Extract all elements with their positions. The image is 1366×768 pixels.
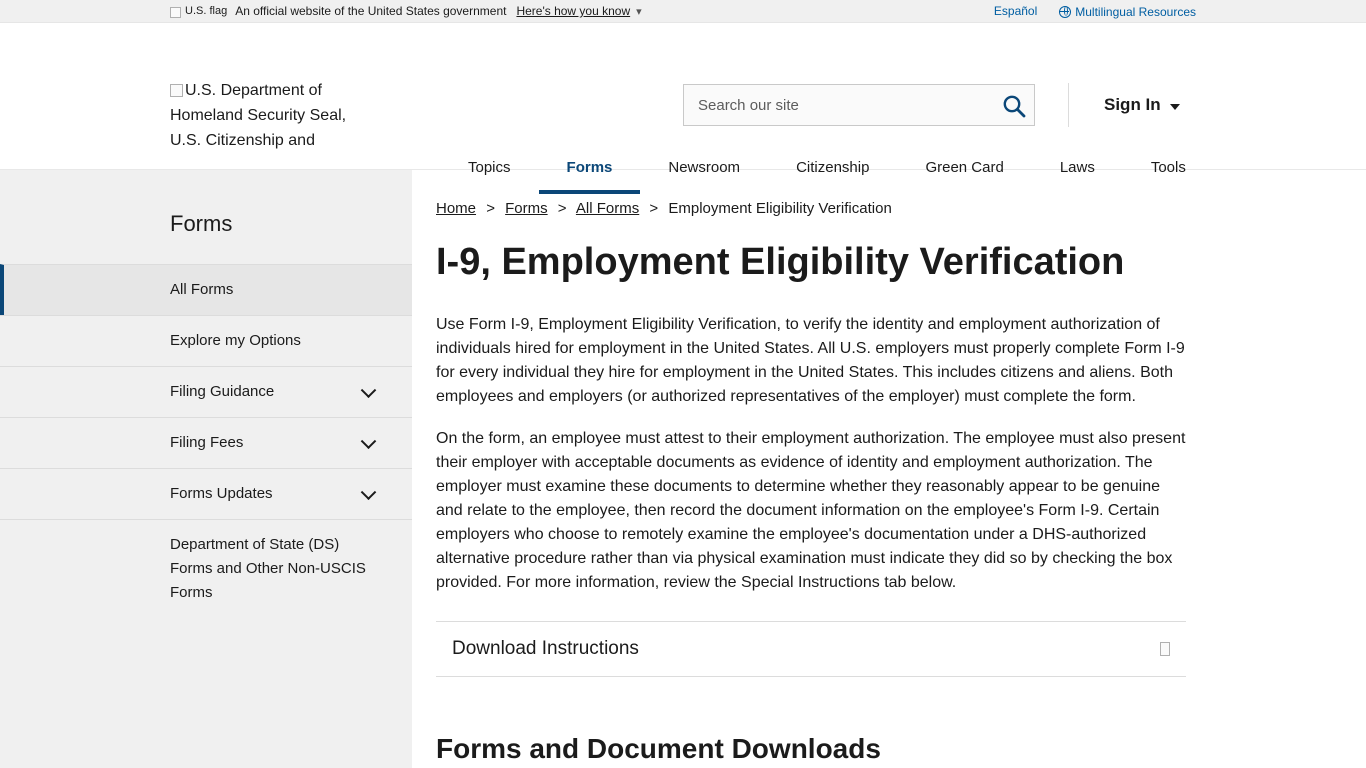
broken-image-icon xyxy=(170,84,183,97)
nav-item-newsroom[interactable]: Newsroom xyxy=(668,159,741,176)
chevron-down-icon xyxy=(1170,104,1180,110)
breadcrumb-separator: > xyxy=(557,200,567,217)
breadcrumb-current: Employment Eligibility Verification xyxy=(668,200,892,217)
chevron-down-icon[interactable] xyxy=(361,433,377,449)
search-button[interactable] xyxy=(1001,93,1027,119)
main-navigation xyxy=(440,151,1214,194)
chevron-down-icon[interactable] xyxy=(361,382,377,398)
dhs-uscis-logo[interactable] xyxy=(170,78,370,153)
page-title: I-9, Employment Eligibility Verification xyxy=(436,241,1125,283)
globe-icon xyxy=(1059,6,1071,18)
us-flag-icon xyxy=(170,5,227,17)
intro-paragraph-1: Use Form I-9, Employment Eligibility Verification, to verify the identity and employment authorization of individuals hired for employment in the United States. All U.S. employers must properly complete Form I-9 for every individual they hire for employment in the United States. This includes citizens and aliens. Both employees and employers (or authorized representatives of the employer) must complete the form. xyxy=(436,316,1185,405)
breadcrumb-separator: > xyxy=(486,200,495,217)
page-body xyxy=(0,170,1366,768)
sidebar-item-all-forms[interactable] xyxy=(0,264,412,315)
breadcrumb-separator: > xyxy=(649,200,659,217)
sidebar-item-label: Explore my Options xyxy=(170,332,301,349)
multilingual-resources-link[interactable] xyxy=(1059,4,1196,19)
forms-and-document-downloads-heading: Forms and Document Downloads xyxy=(436,733,881,764)
nav-item-tools[interactable]: Tools xyxy=(1150,159,1186,176)
breadcrumb xyxy=(436,200,1186,217)
heres-how-you-know-link[interactable]: Here's how you know xyxy=(516,4,631,18)
nav-item-citizenship[interactable]: Citizenship xyxy=(796,159,870,176)
search-icon xyxy=(1001,93,1027,119)
download-instructions-accordion[interactable] xyxy=(436,621,1186,677)
site-header xyxy=(0,23,1366,176)
sign-in-label: Sign In xyxy=(1104,95,1161,114)
site-search[interactable] xyxy=(683,84,1035,126)
breadcrumb-home[interactable]: Home xyxy=(436,200,477,217)
sidebar-item-filing-guidance[interactable] xyxy=(0,366,412,417)
government-banner xyxy=(0,0,1366,23)
nav-item-topics[interactable]: Topics xyxy=(468,159,511,176)
intro-paragraph-2: On the form, an employee must attest to their employment authorization. The employee must also present their employer with acceptable documents as evidence of identity and employment authorization. The employer must examine these documents to determine whether they reasonably appear to be genuine and relate to the employee, then record the document information on the employee's Form I-9. Certain employers who choose to remotely examine the employee's documentation under a DHS-authorized alternative procedure rather than via physical examination must indicate they did so by checking the box provided. For more information, review the Special Instructions tab below. xyxy=(436,430,1186,591)
sidebar-item-label: All Forms xyxy=(170,281,234,298)
accordion-label: Download Instructions xyxy=(452,638,639,659)
broken-image-icon xyxy=(170,7,181,18)
banner-text: An official website of the United States government xyxy=(235,4,507,18)
nav-item-laws[interactable]: Laws xyxy=(1059,159,1095,176)
sidebar-item-filing-fees[interactable] xyxy=(0,417,412,468)
nav-item-forms[interactable]: Forms xyxy=(539,151,641,194)
sidebar xyxy=(0,170,412,768)
sign-in-button[interactable] xyxy=(1068,83,1180,127)
search-input[interactable] xyxy=(683,84,1035,126)
main-content xyxy=(412,170,1366,768)
sidebar-item-label: Filing Fees xyxy=(170,434,244,451)
espanol-link[interactable]: Español xyxy=(993,4,1038,18)
chevron-down-icon[interactable] xyxy=(361,484,377,500)
download-icon xyxy=(1160,642,1170,656)
nav-item-green-card[interactable]: Green Card xyxy=(925,159,1004,176)
chevron-down-icon: ▾ xyxy=(636,5,642,18)
sidebar-item-label: Forms Updates xyxy=(170,485,273,502)
breadcrumb-forms[interactable]: Forms xyxy=(505,200,548,217)
sidebar-item-label: Department of State (DS) Forms and Other Non-USCIS Forms xyxy=(170,536,366,601)
flag-alt-text: U.S. flag xyxy=(185,5,228,17)
sidebar-item-explore-my-options[interactable] xyxy=(0,315,412,366)
sidebar-title: Forms xyxy=(170,211,233,236)
sidebar-item-forms-updates[interactable] xyxy=(0,468,412,519)
breadcrumb-all-forms[interactable]: All Forms xyxy=(575,200,640,217)
logo-alt-text: U.S. Department of Homeland Security Seal, U.S. Citizenship and xyxy=(170,82,347,149)
sidebar-item-label: Filing Guidance xyxy=(170,383,275,400)
multilingual-label: Multilingual Resources xyxy=(1075,4,1196,19)
sidebar-item-ds-forms[interactable] xyxy=(0,519,412,618)
sidebar-list xyxy=(0,264,412,618)
